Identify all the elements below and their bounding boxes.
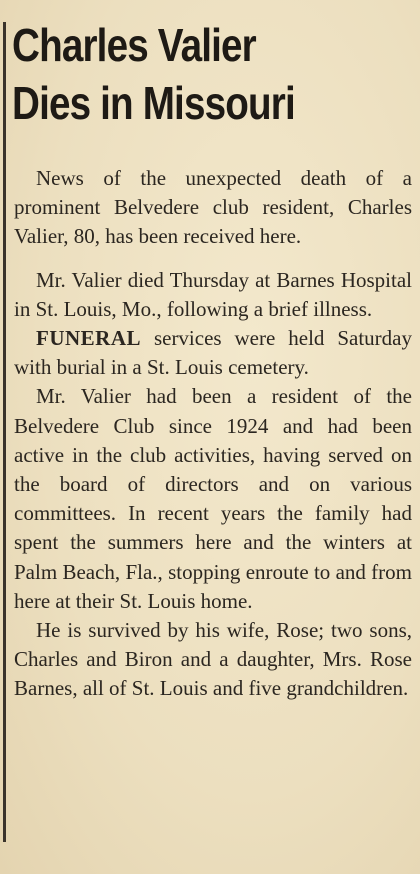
paragraph-intro: News of the unexpected death of a prominent Belvedere club resident, Charles Valier, 80, has been received here. [14,166,412,249]
paragraph-survivors: He is survived by his wife, Rose; two sons, Charles and Biron and a daughter, Mrs. Rose Barnes, all of St. Louis and five grandchildren. [14,618,412,701]
headline-line-2: Dies in Missouri [12,77,295,129]
paragraph-funeral [14,324,412,382]
funeral-text: services were held Saturday with burial in a St. Louis cemetery. [14,326,412,380]
article-body [14,164,412,704]
paragraph-death-details: Mr. Valier died Thursday at Barnes Hospital in St. Louis, Mo., following a brief illness. [14,267,412,321]
paragraph-biography: Mr. Valier had been a resident of the Belvedere Club since 1924 and had been active in the club activities, having served on the board of directors and on various committees. In recent years the family had spent the summers here and the winters at Palm Beach, Fla., stopping enroute to and from here at their St. Louis home. [14,384,412,613]
funeral-lead-word: FUNERAL [36,326,142,351]
column-rule [3,22,6,842]
headline [12,16,340,132]
headline-line-1: Charles Valier [12,19,256,71]
